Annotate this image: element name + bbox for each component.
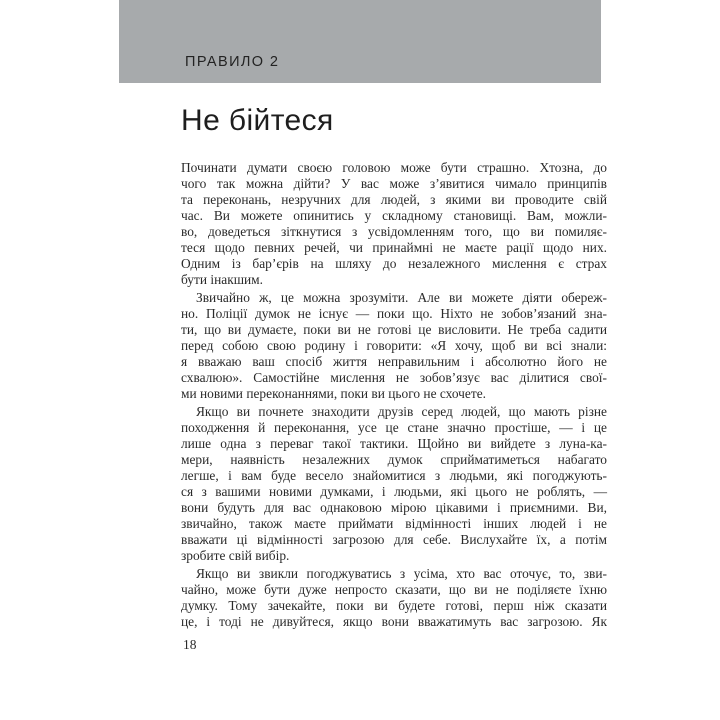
chapter-title: Не бійтеся [181,104,334,137]
text-line: перед собою свою родину і говорити: «Я хочу, щоб ви всі знали: [181,338,607,353]
text-line: легше, і вам буде весело знайомитися з людьми, які погоджують- [181,468,607,483]
paragraph [181,160,607,288]
text-line: Якщо ви почнете знаходити друзів серед людей, що мають різне [196,404,607,419]
body-text [181,160,607,630]
text-line: но. Поліції думок не існує — поки що. Ніхто не зобов’язаний зна- [181,306,607,321]
text-line: ся з вашими новими думками, і людьми, які цього не роблять, — [181,484,607,499]
paragraph [181,404,607,564]
text-line: Звичайно ж, це можна зрозуміти. Але ви можете діяти обереж- [196,290,607,305]
text-line: теся щодо певних речей, чи принаймні не маєте рації щодо них. [181,240,607,255]
text-line: походження й переконання, усе це стане значно простіше, — і це [181,420,607,435]
text-line: Починати думати своєю головою може бути страшно. Хтозна, до [181,160,607,175]
text-line: звичайно, також маєте приймати відмінності інших людей і не [181,516,607,531]
chapter-header-bar [119,0,601,83]
text-line: ми новими переконаннями, поки ви цього не схочете. [181,386,486,401]
text-line: чого так можна дійти? У вас може з’явитися чимало принципів [181,176,607,191]
paragraph [181,290,607,402]
chapter-kicker: ПРАВИЛО 2 [185,54,280,70]
text-line: Якщо ви звикли погоджуватись з усіма, хто вас оточує, то, зви- [196,566,607,581]
text-line: схвалюю». Самостійне мислення не зобов’язує вас ділитися свої- [181,370,607,385]
text-line: лише одна з переваг такої тактики. Щойно ви вийдете з луна-ка- [181,436,607,451]
text-line: та переконань, незручних для людей, з якими ви проводите свій [181,192,607,207]
text-line: я вважаю ваш спосіб життя неправильним і абсолютно його не [181,354,607,369]
text-line: мери, наявність незалежних думок сприйматиметься набагато [181,452,607,467]
text-line: бути інакшим. [181,272,263,287]
text-line: вважати ці відмінності загрозою для себе. Вислухайте їх, а потім [181,532,607,547]
text-line: зробите свій вибір. [181,548,290,563]
text-line: це, і тоді не дивуйтеся, якщо вони вважатимуть вас загрозою. Як [181,614,607,629]
text-line: думку. Тому зачекайте, поки ви будете готові, перш ніж сказати [181,598,607,613]
text-line: ти, що ви думаєте, поки ви не готові це висловити. Не треба садити [181,322,607,337]
page-number: 18 [183,637,197,652]
text-line: чайно, може бути дуже непросто сказати, що ви не поділяєте їхню [181,582,607,597]
text-line: во, доведеться зіткнутися з усвідомленням того, що ви помиляє- [181,224,607,239]
text-line: вони будуть для вас однаковою мірою цікавими і приємними. Ви, [181,500,607,515]
text-line: час. Ви можете опинитись у складному становищі. Вам, можли- [181,208,607,223]
text-line: Одним із бар’єрів на шляху до незалежного мислення є страх [181,256,607,271]
paragraph [181,566,607,630]
